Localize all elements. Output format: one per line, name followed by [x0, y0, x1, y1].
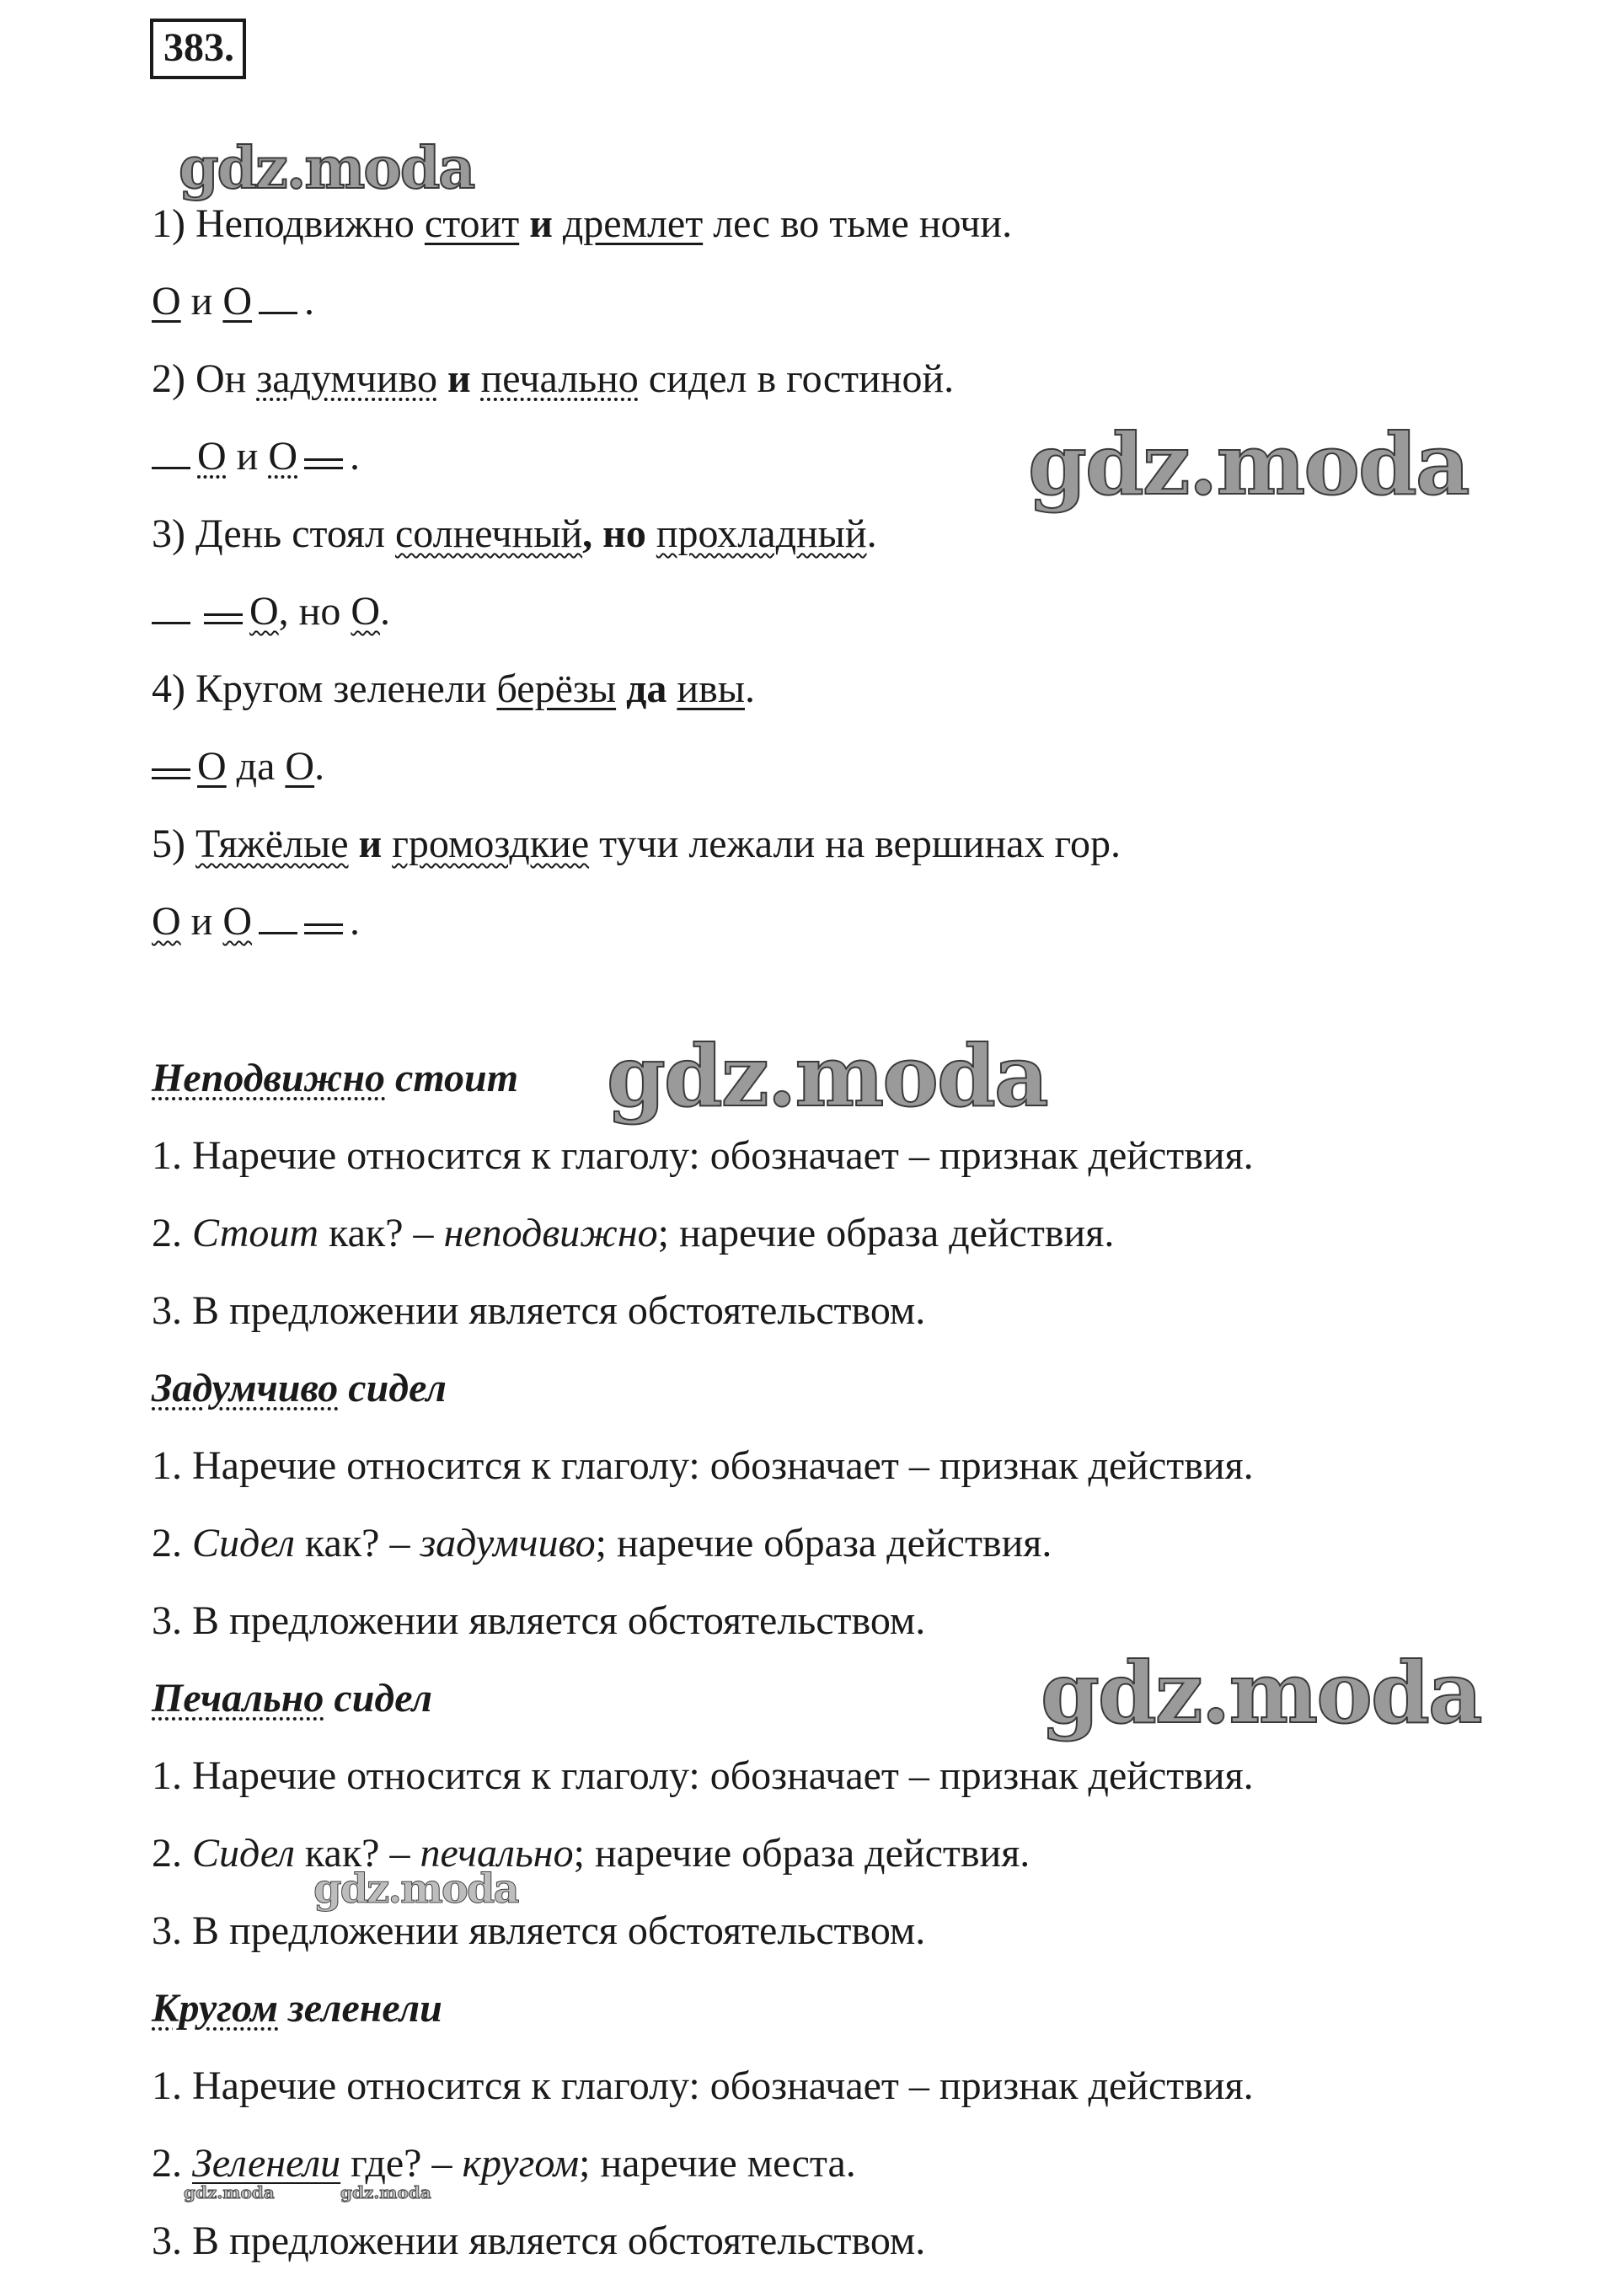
- analysis-line: 2. Сидел как? – печально; наречие образа действия.: [152, 1831, 1030, 1876]
- attribute-word: прохладный: [656, 511, 867, 556]
- sentence-number: 4): [152, 666, 195, 711]
- adverbial-word: печально: [480, 356, 639, 401]
- sentence-2: [152, 354, 954, 404]
- analysis-line: 3. В предложении является обстоятельством.: [152, 2218, 926, 2263]
- scheme-predicate-mark: [204, 586, 243, 637]
- scheme-end: .: [350, 434, 361, 479]
- analysis-line: 3. В предложении является обстоятельством.: [152, 1288, 926, 1333]
- predicate-word: дремлет: [562, 201, 704, 246]
- sentence-text: Неподвижно: [195, 201, 425, 246]
- homogeneous-member-mark: О: [152, 279, 181, 324]
- watermark-logo: gdz.moda: [184, 2182, 275, 2202]
- analysis-adverb: Неподвижно: [152, 1056, 386, 1100]
- homogeneous-member-mark: О: [222, 899, 253, 944]
- conjunction: и: [348, 822, 393, 866]
- homogeneous-member-mark: О: [197, 434, 227, 479]
- sentence-number: 2): [152, 356, 195, 401]
- subject-word: берёзы: [496, 666, 617, 711]
- sentence-number: 5): [152, 822, 195, 866]
- scheme-predicate-mark: [304, 896, 343, 947]
- scheme-5: [152, 896, 360, 947]
- homogeneous-member-mark: О: [351, 589, 381, 634]
- conjunction: и: [436, 356, 481, 401]
- analysis-verb: сидел: [338, 1366, 447, 1410]
- scheme-conjunction: , но: [278, 589, 351, 634]
- scheme-conjunction: и: [180, 279, 223, 324]
- subject-word: ивы: [677, 666, 745, 711]
- watermark-logo: gdz.moda: [607, 1026, 1047, 1126]
- homogeneous-member-mark: О: [197, 744, 227, 789]
- analysis-heading-3: [152, 1673, 432, 1724]
- sentence-text: сидел в гостиной.: [638, 356, 955, 401]
- scheme-1: [152, 276, 314, 327]
- watermark-logo: gdz.moda: [1041, 1643, 1481, 1742]
- analysis-line: 1. Наречие относится к глаголу: обозначает – признак действия.: [152, 1753, 1254, 1798]
- scheme-subject-mark: [259, 896, 297, 947]
- watermark-logo: gdz.moda: [179, 135, 474, 202]
- sentence-3: [152, 509, 877, 559]
- homogeneous-member-mark: О: [152, 899, 181, 944]
- homogeneous-member-mark: О: [268, 434, 298, 479]
- scheme-subject-mark: [152, 431, 190, 482]
- scheme-subject-mark: [152, 586, 190, 637]
- attribute-word: солнечный: [394, 511, 583, 556]
- analysis-line: 1. Наречие относится к глаголу: обозначает – признак действия.: [152, 1443, 1254, 1488]
- answer-adverb: кругом: [462, 2141, 580, 2186]
- scheme-end: .: [304, 279, 315, 324]
- watermark-logo: gdz.moda: [340, 2182, 431, 2202]
- attribute-word: Тяжёлые: [195, 822, 349, 866]
- scheme-conjunction: да: [226, 744, 286, 789]
- analysis-heading-4: [152, 1983, 442, 2034]
- scheme-2: [152, 431, 360, 482]
- exercise-number: 383.: [150, 19, 246, 79]
- adverbial-word: задумчиво: [256, 356, 437, 401]
- scheme-end: .: [350, 899, 361, 944]
- attribute-word: громоздкие: [392, 822, 590, 866]
- analysis-adverb: Задумчиво: [152, 1366, 339, 1410]
- analysis-verb: зеленели: [278, 1986, 442, 2031]
- scheme-predicate-mark: [259, 276, 297, 327]
- conjunction: , но: [582, 511, 656, 556]
- analysis-line: 2. Зеленели где? – кругом; наречие места.: [152, 2141, 856, 2186]
- analysis-line: 3. В предложении является обстоятельством.: [152, 1908, 926, 1953]
- conjunction: да: [616, 666, 677, 711]
- sentence-number: 3): [152, 511, 195, 556]
- sentence-4: [152, 664, 755, 714]
- answer-adverb: неподвижно: [443, 1211, 658, 1255]
- scheme-4: [152, 741, 324, 792]
- sentence-text: Он: [195, 356, 257, 401]
- sentence-text: .: [744, 666, 755, 711]
- conjunction: и: [519, 201, 563, 246]
- scheme-3: [152, 586, 390, 637]
- answer-adverb: печально: [420, 1831, 574, 1876]
- analysis-line: 2. Стоит как? – неподвижно; наречие образа действия.: [152, 1211, 1115, 1255]
- analysis-line: 1. Наречие относится к глаголу: обозначает – признак действия.: [152, 1133, 1254, 1178]
- scheme-conjunction: и: [180, 899, 223, 944]
- analysis-verb: сидел: [324, 1676, 432, 1721]
- sentence-number: 1): [152, 201, 195, 246]
- watermark-logo: gdz.moda: [313, 1865, 518, 1913]
- homogeneous-member-mark: О: [285, 744, 315, 789]
- answer-adverb: задумчиво: [420, 1521, 596, 1565]
- scheme-end: .: [314, 744, 325, 789]
- watermark-logo: gdz.moda: [1028, 415, 1469, 514]
- question-verb: Сидел: [192, 1521, 295, 1565]
- homogeneous-member-mark: О: [249, 589, 279, 634]
- predicate-word: стоит: [424, 201, 520, 246]
- analysis-line: 1. Наречие относится к глаголу: обозначает – признак действия.: [152, 2063, 1254, 2108]
- analysis-line: 2. Сидел как? – задумчиво; наречие образа действия.: [152, 1521, 1052, 1565]
- sentence-1: [152, 199, 1012, 249]
- question-verb: Зеленели: [192, 2141, 341, 2186]
- sentence-text: День стоял: [195, 511, 395, 556]
- sentence-5: [152, 819, 1121, 870]
- scheme-conjunction: и: [226, 434, 269, 479]
- scheme-predicate-mark: [152, 741, 190, 792]
- question-verb: Сидел: [192, 1831, 295, 1876]
- sentence-text: Кругом зеленели: [195, 666, 497, 711]
- homogeneous-member-mark: О: [222, 279, 253, 324]
- analysis-verb: стоит: [385, 1056, 519, 1100]
- sentence-text: тучи лежали на вершинах гор.: [589, 822, 1121, 866]
- analysis-heading-2: [152, 1363, 447, 1414]
- analysis-adverb: Печально: [152, 1676, 324, 1721]
- scheme-predicate-mark: [304, 431, 343, 482]
- analysis-heading-1: [152, 1053, 518, 1104]
- question-verb: Стоит: [192, 1211, 319, 1255]
- sentence-text: лес во тьме ночи.: [703, 201, 1013, 246]
- scheme-end: .: [380, 589, 391, 634]
- analysis-line: 3. В предложении является обстоятельством.: [152, 1598, 926, 1643]
- analysis-adverb: Кругом: [152, 1986, 278, 2031]
- sentence-text: .: [866, 511, 877, 556]
